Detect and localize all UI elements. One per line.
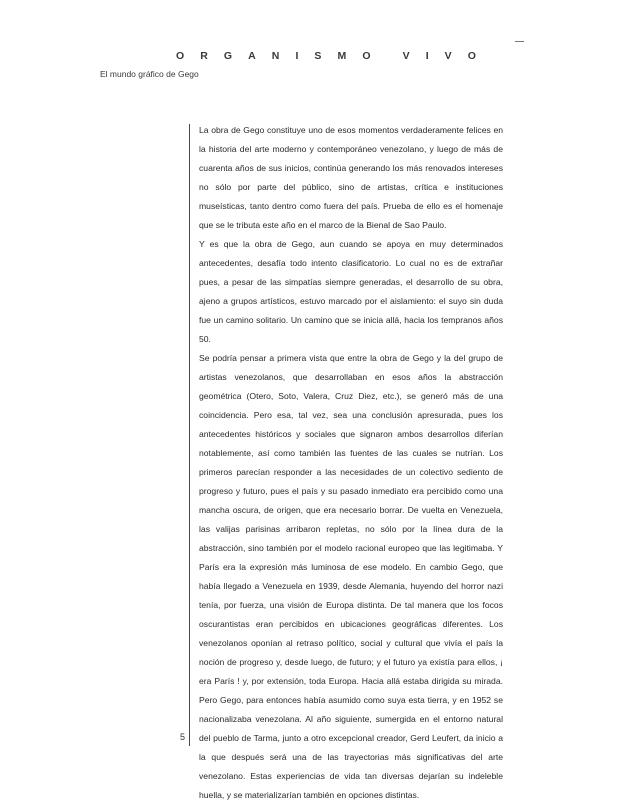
header-letter: A — [248, 50, 256, 62]
header-letter: V — [402, 50, 410, 62]
header-letter: M — [337, 50, 347, 62]
header-letter: O — [176, 50, 185, 62]
header-letter: V — [444, 50, 452, 62]
margin-rule — [189, 124, 190, 746]
running-header-subtitle: El mundo gráfico de Gego — [100, 69, 199, 79]
header-letter: S — [314, 50, 322, 62]
running-header-title — [176, 50, 476, 62]
header-letter: N — [271, 50, 280, 62]
header-letter: O — [362, 50, 371, 62]
page-number: 5 — [180, 732, 186, 742]
header-letter: G — [223, 50, 233, 62]
paragraph: La obra de Gego constituye uno de esos momentos verdaderamente felices en la historia del arte moderno y contemporáneo venezolano, y luego de más de cuarenta años de sus inicios, continúa generando los más renovados intereses no sólo por parte del público, sino de artistas, crítica e instituciones museísticas, tanto dentro como fuera del país. Prueba de ello es el homenaje que se le tributa este año en el marco de la Bienal de Sao Paulo. — [199, 125, 503, 230]
paragraph: Se podría pensar a primera vista que entre la obra de Gego y la del grupo de artistas venezolanos, que desarrollaban en esos años la abstracción geométrica (Otero, Soto, Valera, Cruz Diez, etc.), se generó más de una coincidencia. Pero esa, tal vez, sea una conclusión apresurada, pues los antecedentes históricos y sociales que signaron ambos desarrollos diferían notablemente, así como también las fuentes de las cuales se nutrían. Los primeros parecían responder a las necesidades de un colectivo sediento de progreso y futuro, pues el país y su pasado inmediato era percibido como una mancha oscura, de origen, que era necesario borrar. De vuelta en Venezuela, las valijas parisinas arribaron repletas, no sólo por la línea dura de la abstracción, sino también por el modelo racional europeo que las legitimaba. Y París era la expresión más luminosa de ese modelo. En cambio Gego, que había llegado a Venezuela en 1939, desde Alemania, huyendo del horror nazi tenía, por fuerza, una visión de Europa distinta. De tal manera que los focos oscurantistas eran percibidos en ubicaciones geográficas diferentes. Los venezolanos oponían al retraso político, social y cultural que vivía el país la noción de progreso y, desde luego, de futuro; y el futuro ya existía para ellos, ¡ era París ! y, por extensión, toda Europa. Hacia allá estaba dirigida su mirada. Pero Gego, para entonces había asumido como suya esta tierra, y en 1952 se nacionalizaba venezolana. Al año siguiente, sumergida en el entorno natural del pueblo de Tarma, junto a otro excepcional creador, Gerd Leufert, da inicio a la que después será una de las trayectorias más significativas del arte venezolano. Estas experiencias de vida tan diversas dejarían su indeleble huella, y se materializarían también en opciones distintas. — [199, 353, 503, 800]
header-letter: O — [467, 50, 476, 62]
header-letter: I — [295, 50, 299, 62]
header-letter: R — [200, 50, 208, 62]
corner-mark — [515, 41, 524, 42]
paragraph: Y es que la obra de Gego, aun cuando se apoya en muy determinados antecedentes, desafía todo intento clasificatorio. Lo cual no es de extrañar pues, a pesar de las simpatías siempre generadas, el desarrollo de su obra, ajeno a grupos artísticos, estuvo marcado por el aislamiento: el suyo sin duda fue un camino solitario. Un camino que se inicia allá, hacia los tempranos años 50. — [199, 239, 503, 344]
article-body — [199, 121, 503, 805]
header-letter: I — [425, 50, 429, 62]
